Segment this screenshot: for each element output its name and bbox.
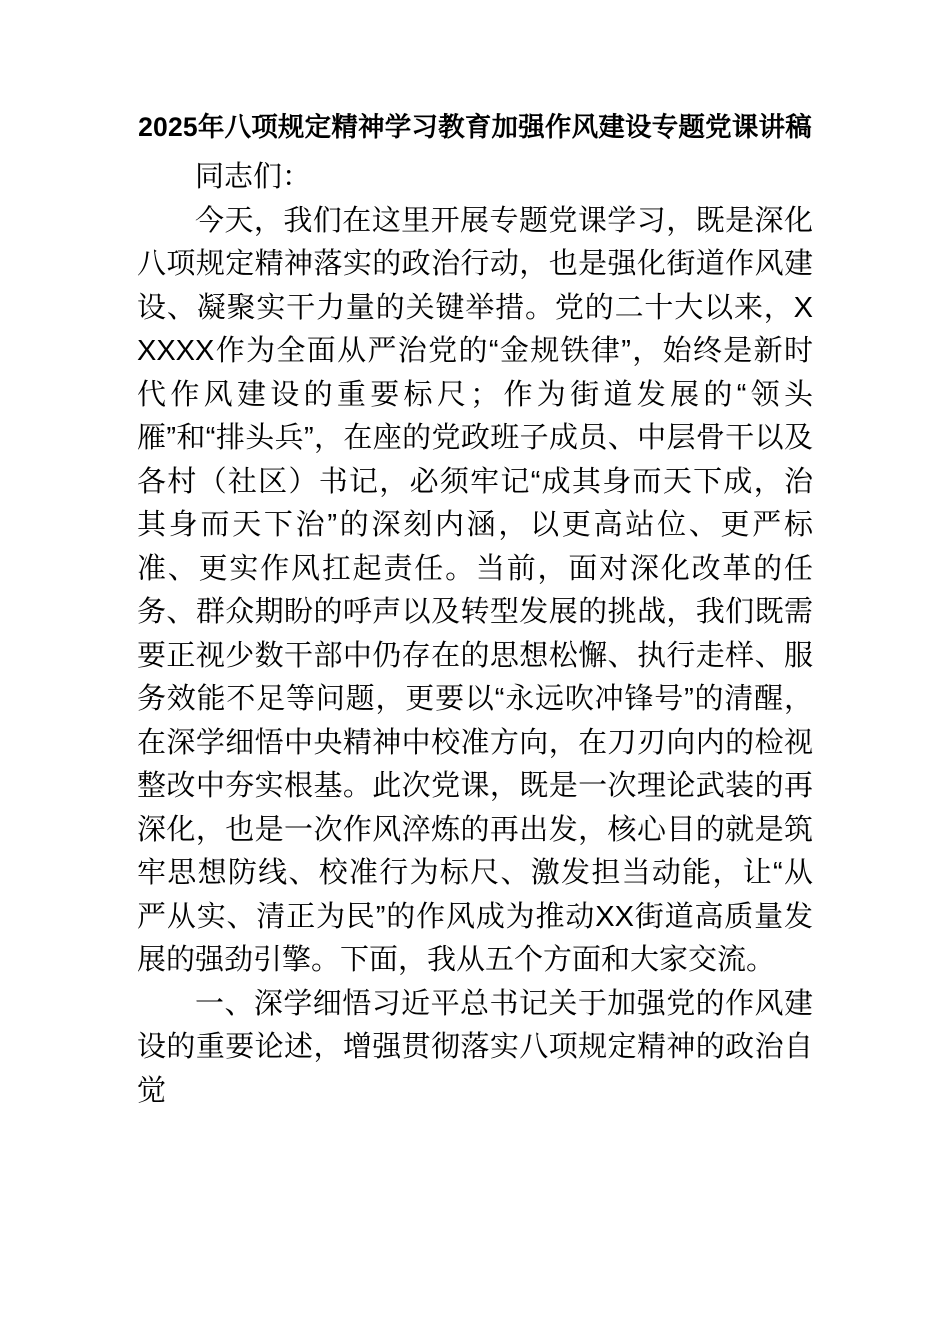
salutation-line: 同志们：	[195, 161, 312, 193]
document-content	[137, 104, 813, 1113]
section-heading-1: 一、深学细悟习近平总书记关于加强党的作风建设的重要论述，增强贯彻落实八项规定精神的政治自觉	[137, 987, 813, 1107]
document-title: 2025年八项规定精神学习教育加强作风建设专题党课讲稿	[138, 112, 812, 142]
body-paragraph-1: 今天，我们在这里开展专题党课学习，既是深化八项规定精神落实的政治行动，也是强化街道作风建设、凝聚实干力量的关键举措。党的二十大以来，XXXXX作为全面从严治党的“金规铁律”，始终是新时代作风建设的重要标尺；作为街道发展的“领头雁”和“排头兵”，在座的党政班子成员、中层骨干以及各村（社区）书记，必须牢记“成其身而天下成，治其身而天下治”的深刻内涵，以更高站位、更严标准、更实作风扛起责任。当前，面对深化改革的任务、群众期盼的呼声以及转型发展的挑战，我们既需要正视少数干部中仍存在的思想松懈、执行走样、服务效能不足等问题，更要以“永远吹冲锋号”的清醒，在深学细悟中央精神中校准方向，在刀刃向内的检视整改中夯实根基。此次党课，既是一次理论武装的再深化，也是一次作风淬炼的再出发，核心目的就是筑牢思想防线、校准行为标尺、激发担当动能，让“从严从实、清正为民”的作风成为推动XX街道高质量发展的强劲引擎。下面，我从五个方面和大家交流。	[137, 204, 813, 976]
